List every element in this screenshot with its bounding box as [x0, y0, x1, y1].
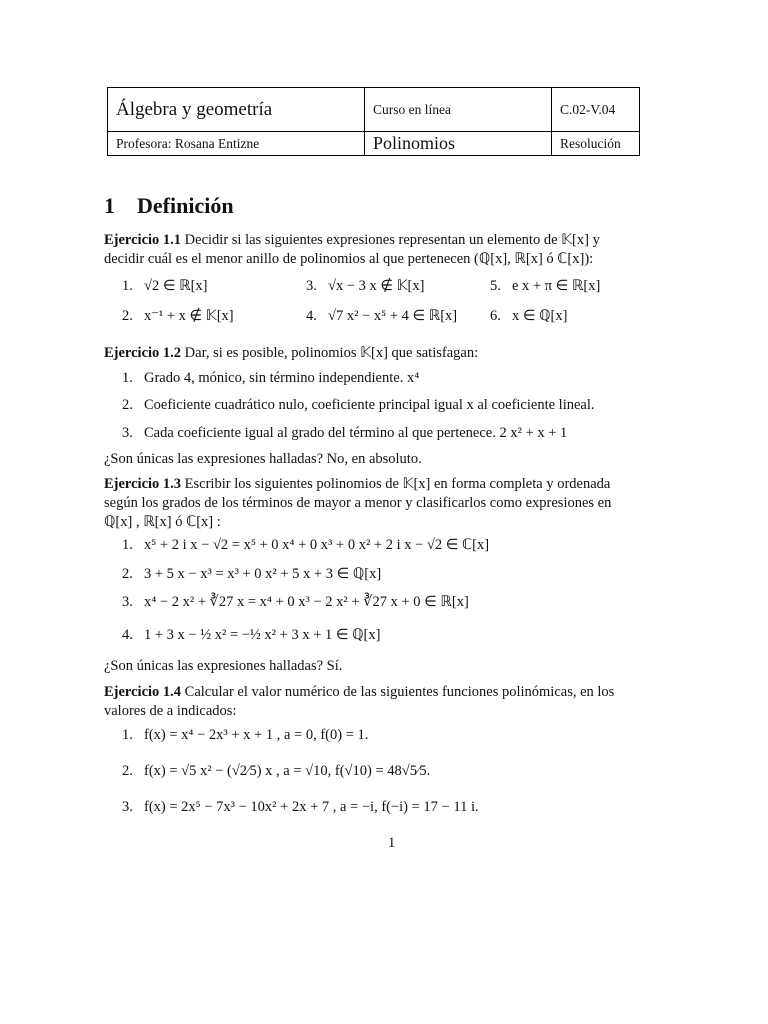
- list-item: 2. f(x) = √5 x² − (√2⁄5) x , a = √10, f(√10) = 48√5⁄5.: [122, 763, 431, 779]
- exercise-1-2: [104, 344, 664, 363]
- exercise-text: Decidir si las siguientes expresiones representan un elemento de 𝕂[x] y: [184, 232, 600, 248]
- exercise-label: Ejercicio 1.3: [104, 476, 182, 492]
- exercise-label: Ejercicio 1.2: [104, 345, 182, 361]
- list-item: 6. x ∈ ℚ[x]: [490, 308, 568, 324]
- exercise-text: según los grados de los términos de mayor a menor y clasificarlos como expresiones en: [104, 495, 612, 511]
- exercise-text: Calcular el valor numérico de las siguientes funciones polinómicas, en los: [184, 684, 615, 700]
- header-table: [107, 87, 640, 156]
- list-item: 3. √x − 3 x ∉ 𝕂[x]: [306, 278, 425, 294]
- list-item: 1. √2 ∈ ℝ[x]: [122, 278, 208, 294]
- page-number: 1: [388, 835, 396, 851]
- list-item: 5. e x + π ∈ ℝ[x]: [490, 278, 601, 294]
- exercise-text: decidir cuál es el menor anillo de polinomios al que pertenecen (ℚ[x], ℝ[x] ó ℂ[x]):: [104, 251, 594, 267]
- list-item: 3. Cada coeficiente igual al grado del término al que pertenece. 2 x² + x + 1: [122, 425, 568, 441]
- course-mode: Curso en línea: [365, 88, 552, 132]
- exercise-label: Ejercicio 1.1: [104, 232, 182, 248]
- list-item: 3. f(x) = 2x⁵ − 7x³ − 10x² + 2x + 7 , a = −i, f(−i) = 17 − 11 i.: [122, 799, 479, 815]
- exercise-conclusion: ¿Son únicas las expresiones halladas? Sí.: [104, 658, 343, 674]
- list-item: 2. x⁻¹ + x ∉ 𝕂[x]: [122, 308, 234, 324]
- list-item: 1. x⁵ + 2 i x − √2 = x⁵ + 0 x⁴ + 0 x³ + 0 x² + 2 i x − √2 ∈ ℂ[x]: [122, 537, 490, 553]
- section-number: 1: [104, 193, 115, 218]
- exercise-1-1: [104, 231, 664, 269]
- exercise-text: Escribir los siguientes polinomios de 𝕂[x] en forma completa y ordenada: [184, 476, 611, 492]
- list-item: 1. Grado 4, mónico, sin término independiente. x⁴: [122, 370, 420, 386]
- exercise-1-4: [104, 683, 664, 721]
- exercise-conclusion: ¿Son únicas las expresiones halladas? No, en absoluto.: [104, 451, 422, 467]
- section-heading: [104, 193, 234, 219]
- exercise-1-3: [104, 475, 664, 532]
- course-title: Álgebra y geometría: [108, 88, 365, 132]
- exercise-text: Dar, si es posible, polinomios 𝕂[x] que satisfagan:: [184, 345, 479, 361]
- course-code: C.02-V.04: [552, 88, 640, 132]
- section-title: Definición: [137, 193, 234, 218]
- doc-type: Resolución: [552, 132, 640, 156]
- exercise-text: valores de a indicados:: [104, 703, 237, 719]
- list-item: 2. Coeficiente cuadrático nulo, coeficiente principal igual x al coeficiente lineal.: [122, 397, 595, 413]
- teacher-name: Profesora: Rosana Entizne: [108, 132, 365, 156]
- list-item: 4. √7 x² − x⁵ + 4 ∈ ℝ[x]: [306, 308, 458, 324]
- list-item: 1. f(x) = x⁴ − 2x³ + x + 1 , a = 0, f(0) = 1.: [122, 727, 369, 743]
- list-item: 4. 1 + 3 x − ½ x² = −½ x² + 3 x + 1 ∈ ℚ[x]: [122, 627, 381, 643]
- topic-title: Polinomios: [365, 132, 552, 156]
- exercise-text: ℚ[x] , ℝ[x] ó ℂ[x] :: [104, 514, 221, 530]
- exercise-label: Ejercicio 1.4: [104, 684, 182, 700]
- list-item: 2. 3 + 5 x − x³ = x³ + 0 x² + 5 x + 3 ∈ ℚ[x]: [122, 566, 382, 582]
- list-item: 3. x⁴ − 2 x² + ∛27 x = x⁴ + 0 x³ − 2 x² + ∛27 x + 0 ∈ ℝ[x]: [122, 594, 469, 610]
